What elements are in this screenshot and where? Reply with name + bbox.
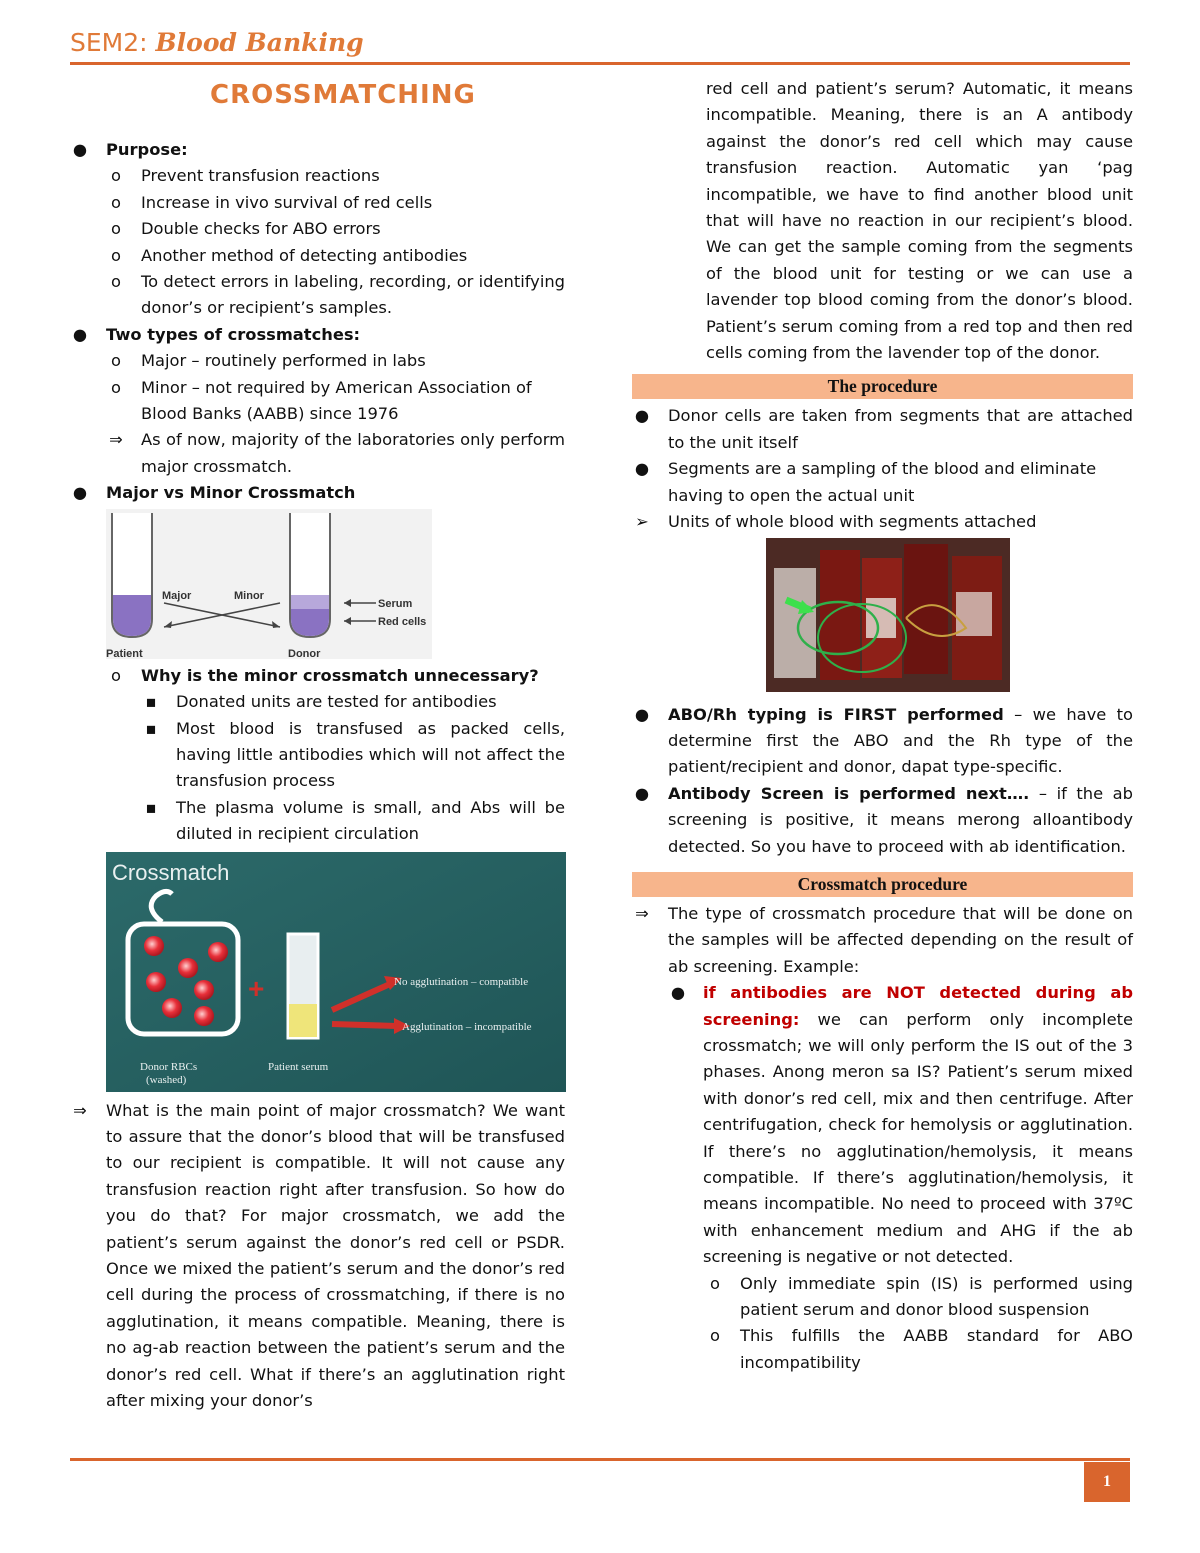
list-item: ▪ Donated units are tested for antibodies — [70, 689, 565, 715]
washed-label: (washed) — [146, 1073, 187, 1086]
page-title: CROSSMATCHING — [210, 80, 476, 110]
list-item: ➢ Units of whole blood with segments attached — [632, 509, 1133, 535]
note-item: ⇒ As of now, majority of the laboratories only perform major crossmatch. — [70, 427, 565, 480]
square-bullet-icon: ▪ — [145, 718, 157, 738]
arrow-icon: ⇒ — [635, 903, 649, 923]
list-item: o Only immediate spin (IS) is performed using patient serum and donor blood suspension — [632, 1271, 1133, 1324]
square-bullet-icon: ▪ — [145, 797, 157, 817]
no-agglutination-label: No agglutination – compatible — [394, 975, 529, 988]
tube-diagram — [106, 509, 432, 659]
list-item: ▪ The plasma volume is small, and Abs will be diluted in recipient circulation — [70, 795, 565, 848]
patient-label: Patient — [106, 647, 143, 659]
bullet-icon: ● — [670, 983, 686, 1003]
list-item: o This fulfills the AABB standard for ABO incompatibility — [632, 1323, 1133, 1376]
bullet-icon: ● — [634, 704, 650, 724]
bullet-icon: ● — [72, 140, 88, 159]
agglutination-label: Agglutination – incompatible — [402, 1020, 532, 1033]
bullet-icon: ● — [634, 459, 650, 479]
circle-bullet-icon: o — [111, 272, 121, 292]
crossmatch-figure-title: Crossmatch — [112, 859, 230, 885]
circle-bullet-icon: o — [111, 377, 121, 397]
bullet-icon: ● — [72, 324, 88, 344]
minor-label: Minor — [234, 589, 264, 602]
right-column — [632, 76, 1133, 1376]
serum-label: Serum — [378, 597, 413, 610]
header-course — [70, 28, 364, 57]
list-item: o Double checks for ABO errors — [70, 216, 565, 242]
header-prefix: SEM2: — [70, 28, 156, 57]
crossmatch-procedure-heading: Crossmatch procedure — [632, 872, 1133, 897]
header-rule — [70, 62, 1130, 65]
square-bullet-icon: ▪ — [145, 692, 157, 712]
why-heading: o Why is the minor crossmatch unnecessary? — [70, 663, 565, 689]
header-subject: Blood Banking — [155, 28, 364, 57]
bullet-icon: ● — [634, 406, 650, 426]
list-item: ● Segments are a sampling of the blood and eliminate having to open the actual unit — [632, 456, 1133, 509]
mvm-heading: ● Major vs Minor Crossmatch — [70, 480, 565, 506]
blood-units-image — [766, 538, 1010, 692]
circle-bullet-icon: o — [111, 665, 121, 685]
donor-label: Donor — [288, 647, 321, 659]
blood-units-photo — [766, 538, 1010, 692]
list-item: o Prevent transfusion reactions — [70, 163, 565, 189]
main-point-paragraph: ⇒ What is the main point of major crossmatch? We want to assure that the donor’s blood that will be transfused to our recipient is compatible. It will not cause any transfusion reaction right after transfusion. So how do you do that? For major crossmatch, we add the patient’s serum against the donor’s red cell or PSDR. Once we mixed the patient’s serum and the donor’s red cell during the process of crossmatching, if there is no agglutination, it means compatible. Meaning, there is no ag-ab reaction between the patient’s serum and the donor’s red cell. What if there’s an agglutination right after mixing your donor’s — [70, 1098, 565, 1415]
list-item: o Minor – not required by American Association of Blood Banks (AABB) since 1976 — [70, 375, 565, 428]
abo-item: ● ABO/Rh typing is FIRST performed – we have to determine first the ABO and the Rh type of the patient/recipient and donor, dapat type-specific. — [632, 702, 1133, 781]
circle-bullet-icon: o — [111, 351, 121, 371]
purpose-heading: ● Purpose: — [70, 137, 565, 163]
list-item: o To detect errors in labeling, recording, or identifying donor’s or recipient’s samples. — [70, 269, 565, 322]
major-minor-figure — [106, 509, 432, 659]
list-item: o Major – routinely performed in labs — [70, 348, 565, 374]
circle-bullet-icon: o — [111, 245, 121, 265]
patient-serum-label: Patient serum — [268, 1060, 329, 1073]
circle-bullet-icon: o — [111, 166, 121, 186]
circle-bullet-icon: o — [111, 192, 121, 212]
bullet-icon: ● — [634, 783, 650, 803]
major-label: Major — [162, 589, 192, 602]
continued-paragraph: red cell and patient’s serum? Automatic, it means incompatible. Meaning, there is an A antibody against the donor’s red cell which may cause transfusion reaction. Automatic yan ‘pag incompatible, we have to find another blood unit that will have no reaction in our recipient’s blood. We can get the sample coming from the segments of the blood unit for testing or we can use a lavender top blood coming from the donor’s blood. Patient’s serum coming from a red top and then red cells coming from the lavender top of the donor. — [706, 79, 1133, 363]
left-column — [70, 137, 565, 1414]
list-item: o Increase in vivo survival of red cells — [70, 190, 565, 216]
footer-rule — [70, 1458, 1130, 1461]
arrow-icon: ⇒ — [73, 1100, 87, 1120]
list-item: o Another method of detecting antibodies — [70, 243, 565, 269]
list-item: ● Donor cells are taken from segments that are attached to the unit itself — [632, 403, 1133, 456]
circle-bullet-icon: o — [111, 219, 121, 239]
circle-bullet-icon: o — [710, 1326, 720, 1346]
svg-text:+: + — [248, 972, 265, 1004]
cp-intro: ⇒ The type of crossmatch procedure that will be done on the samples will be affected depending on the result of ab screening. Example: — [632, 901, 1133, 980]
bullet-icon: ● — [72, 483, 88, 503]
procedure-heading: The procedure — [632, 374, 1133, 399]
arrow-icon: ⇒ — [109, 430, 123, 450]
list-item: ▪ Most blood is transfused as packed cells, having little antibodies which will not affect the transfusion process — [70, 716, 565, 795]
arrowhead-bullet-icon: ➢ — [635, 512, 649, 532]
red-cells-label: Red cells — [378, 615, 427, 628]
crossmatch-diagram — [106, 852, 566, 1092]
page-number: 1 — [1084, 1462, 1130, 1502]
antibody-screen-item: ● Antibody Screen is performed next…. – if the ab screening is positive, it means merong alloantibody detected. So you have to proceed with ab identification. — [632, 781, 1133, 860]
cp-example: ● if antibodies are NOT detected during ab screening: we can perform only incomplete crossmatch; we will only perform the IS out of the 3 phases. Anong meron sa IS? Patient’s serum mixed with donor’s red cell, mix and then centrifuge. After centrifugation, check for hemolysis or agglutination. If there’s no agglutination/hemolysis, it means compatible. If there’s agglutination/hemolysis, it means incompatible. No need to proceed with 37ºC with enhancement medium and AHG if the ab screening is negative or not detected. — [632, 980, 1133, 1270]
crossmatch-figure — [106, 852, 566, 1092]
circle-bullet-icon: o — [710, 1273, 720, 1293]
types-heading: ● Two types of crossmatches: — [70, 322, 565, 348]
donor-rbcs-label: Donor RBCs — [140, 1060, 198, 1073]
